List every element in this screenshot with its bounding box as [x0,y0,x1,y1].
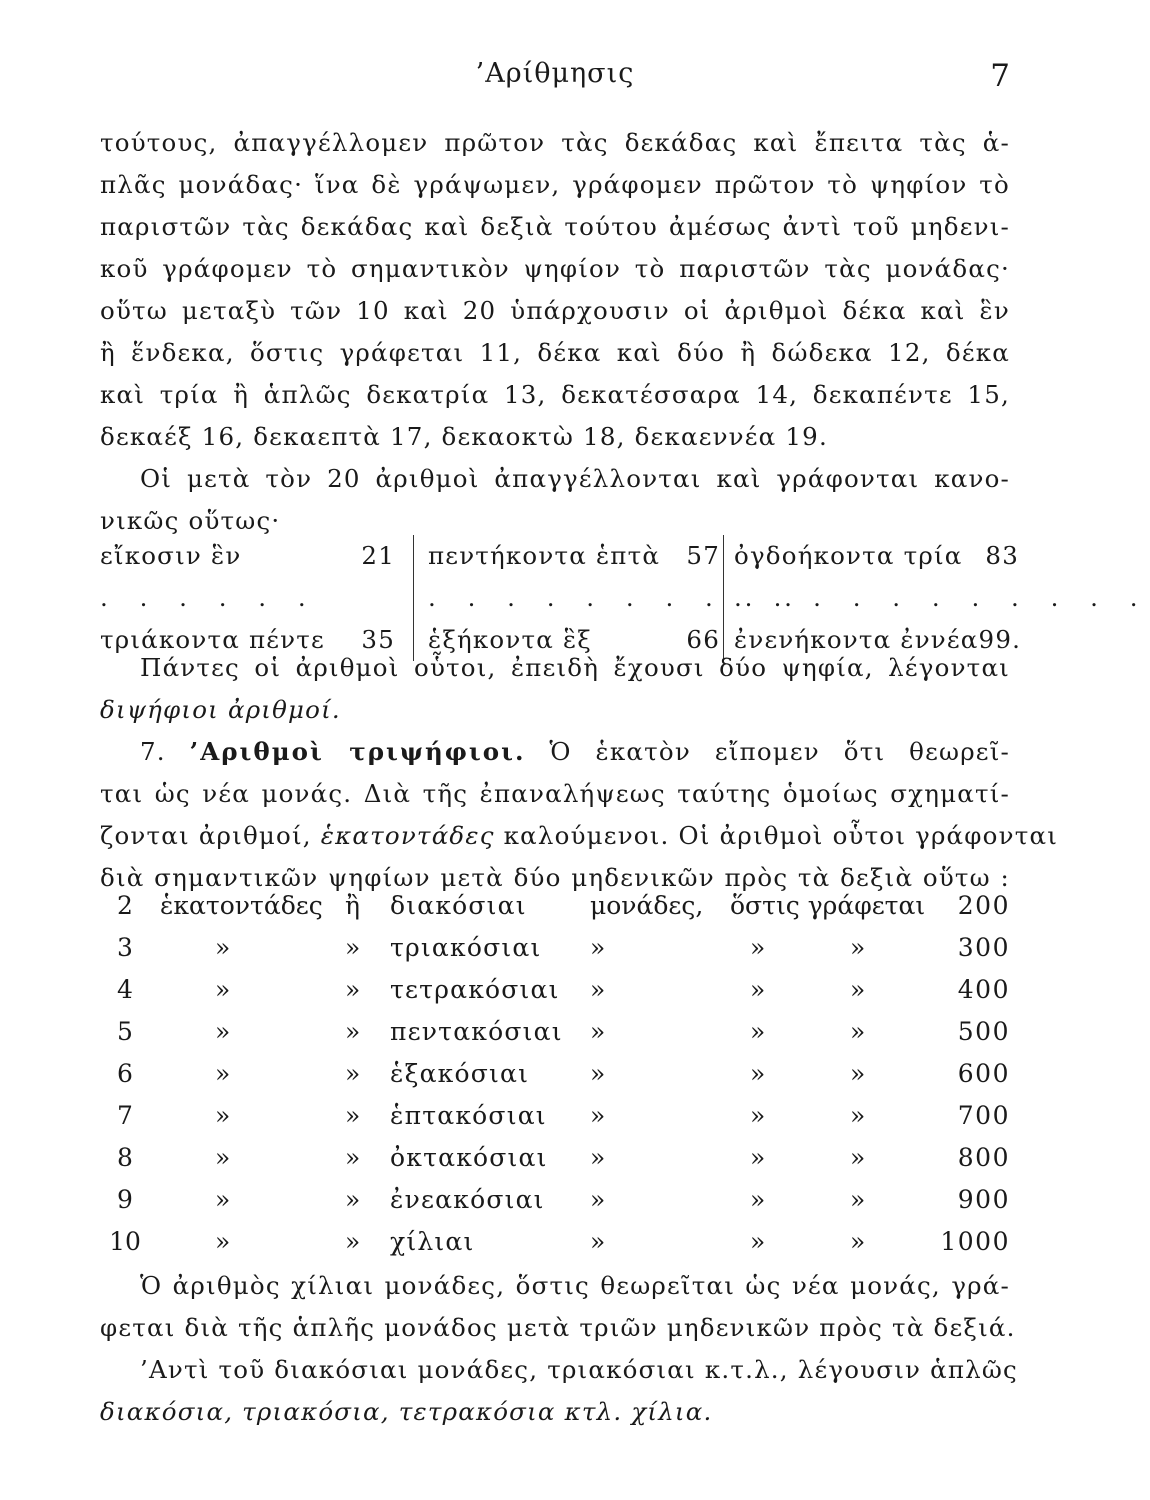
unit-word: ἑκατοντάδες [160,891,323,920]
table-row [100,1053,1010,1095]
number-words: εἴκοσιν ἓν [100,541,242,570]
ditto-mark: » [750,933,766,962]
hundreds-name: τετρακόσιαι [390,975,560,1004]
number-digits: 57 [686,541,720,570]
text-line: παριστῶν τὰς δεκάδας καὶ δεξιὰ τούτου ἀμέσως ἀντὶ τοῦ μηδενι- [100,212,1010,241]
ditto-mark: » [750,1227,766,1256]
ditto-mark: » [345,1143,361,1172]
number-words: τριάκοντα πέντε [100,625,325,654]
row-number: 9 [117,1185,133,1214]
example-row [734,535,1019,577]
ditto-mark: » [345,975,361,1004]
ditto-mark: » [215,1227,231,1256]
row-value: 1000 [940,1227,1010,1256]
row-number: 10 [109,1227,141,1256]
text-line: διὰ σημαντικῶν ψηφίων μετὰ δύο μηδενικῶν πρὸς τὰ δεξιὰ οὕτω : [100,863,1010,892]
row-value: 200 [957,891,1010,920]
row-number: 2 [117,891,133,920]
ditto-mark: » [850,1185,866,1214]
tens-column-1 [100,535,395,661]
ditto-mark: » [215,1017,231,1046]
hundreds-name: ἑπτακόσιαι [390,1101,547,1130]
example-row [428,535,720,577]
text-line: οὕτω μεταξὺ τῶν 10 καὶ 20 ὑπάρχουσιν οἱ ἀριθμοὶ δέκα καὶ ἓν [100,296,1010,325]
section-number: 7. [140,737,166,766]
ditto-mark: » [850,1059,866,1088]
ditto-mark: » [750,1017,766,1046]
number-words: ὀγδοήκοντα τρία [734,541,963,570]
table-row [100,885,1010,927]
ditto-mark: » [215,975,231,1004]
text-line: ζονται ἀριθμοί, ἑκατοντάδες καλούμενοι. Οἱ ἀριθμοὶ οὗτοι γράφονται [100,821,1059,850]
section-first-line-rest: Ὁ ἑκατὸν εἴπομεν ὅτι θεωρεῖ- [549,737,1010,766]
number-digits: 99. [978,625,1022,654]
hundreds-name: διακόσιαι [390,891,527,920]
ditto-mark: » [850,1227,866,1256]
number-words: πεντήκοντα ἑπτὰ [428,541,661,570]
table-row [100,1179,1010,1221]
text-line: διακόσια, τριακόσια, τετρακόσια κτλ. χίλια. [100,1397,713,1426]
text-line: Πάντες οἱ ἀριθμοὶ οὗτοι, ἐπειδὴ ἔχουσι δύο ψηφία, λέγονται [140,653,1010,682]
ellipsis: . . . . . . [100,583,318,612]
ditto-mark: » [590,1185,606,1214]
text-line: δεκαέξ 16, δεκαεπτὰ 17, δεκαοκτὼ 18, δεκαεννέα 19. [100,422,828,451]
number-words: ἑξήκοντα ἓξ [428,625,593,654]
ditto-mark: » [215,1059,231,1088]
units-word: μονάδες, [590,891,704,920]
row-number: 7 [117,1101,133,1130]
row-value: 900 [957,1185,1010,1214]
text-line: Οἱ μετὰ τὸν 20 ἀριθμοὶ ἀπαγγέλλονται καὶ γράφονται κανο- [140,464,1010,493]
text-line: κοῦ γράφομεν τὸ σημαντικὸν ψηφίον τὸ παριστῶν τὰς μονάδας· [100,254,1010,283]
paragraph-3 [100,647,1059,899]
table-row [100,1137,1010,1179]
row-value: 400 [957,975,1010,1004]
table-row [100,927,1010,969]
ditto-mark: » [850,933,866,962]
ditto-mark: » [215,1143,231,1172]
keyword-italic: ἑκατοντάδες [320,821,495,850]
row-number: 6 [117,1059,133,1088]
ditto-mark: » [345,1227,361,1256]
ditto-mark: » [590,1059,606,1088]
ditto-mark: » [850,1101,866,1130]
hundreds-name: ἐνεακόσιαι [390,1185,545,1214]
page-header [100,58,1010,98]
written-as-phrase: ὅστις γράφεται [730,891,926,920]
row-value: 600 [957,1059,1010,1088]
ditto-mark: » [850,1017,866,1046]
ditto-mark: » [750,1143,766,1172]
ditto-mark: » [345,1059,361,1088]
ditto-mark: » [590,1227,606,1256]
ditto-mark: » [750,1059,766,1088]
ditto-mark: » [590,933,606,962]
text-line: Ὁ ἀριθμὸς χίλιαι μονάδες, ὅστις θεωρεῖται ὡς νέα μονάς, γρά- [140,1271,1010,1300]
text-line: τούτους, ἀπαγγέλλομεν πρῶτον τὰς δεκάδας καὶ ἔπειτα τὰς ἁ- [100,128,1010,157]
text-line: διψήφιοι ἀριθμοί. [100,695,341,724]
ditto-mark: » [750,1101,766,1130]
hundreds-name: τριακόσιαι [390,933,542,962]
ditto-mark: » [345,1101,361,1130]
hundreds-name: πεντακόσιαι [390,1017,563,1046]
text-line: ’Αντὶ τοῦ διακόσιαι μονάδες, τριακόσιαι κ.τ.λ., λέγουσιν ἁπλῶς [140,1355,1018,1384]
table-row [100,1095,1010,1137]
running-title: ’Αρίθμησις [475,58,635,89]
row-value: 800 [957,1143,1010,1172]
ditto-mark: » [345,933,361,962]
row-value: 700 [957,1101,1010,1130]
number-digits: 83 [985,541,1019,570]
ellipsis-row [428,577,804,619]
ditto-mark: » [215,933,231,962]
text-line: ἢ ἕνδεκα, ὅστις γράφεται 11, δέκα καὶ δύο ἢ δώδεκα 12, δέκα [100,338,1010,367]
number-digits: 21 [361,541,395,570]
hundreds-name: χίλιαι [390,1227,475,1256]
ditto-mark: » [345,1185,361,1214]
row-number: 5 [117,1017,133,1046]
tens-column-2 [413,535,804,661]
ellipsis: . . . . . . . . . . [428,583,804,612]
text-line: ται ὡς νέα μονάς. Διὰ τῆς ἐπαναλήψεως ταύτης ὁμοίως σχηματί- [100,779,1010,808]
ditto-mark: » [345,1017,361,1046]
ditto-mark: » [590,975,606,1004]
hundreds-name: ὀκτακόσιαι [390,1143,548,1172]
row-number: 8 [117,1143,133,1172]
row-value: 500 [957,1017,1010,1046]
ditto-mark: » [850,975,866,1004]
text-line: φεται διὰ τῆς ἁπλῆς μονάδος μετὰ τριῶν μηδενικῶν πρὸς τὰ δεξιά. [100,1313,1016,1342]
tens-column-3 [723,535,1150,661]
row-number: 4 [117,975,133,1004]
ditto-mark: » [590,1101,606,1130]
text-line: καὶ τρία ἢ ἁπλῶς δεκατρία 13, δεκατέσσαρα 14, δεκαπέντε 15, [100,380,1010,409]
row-number: 3 [117,933,133,962]
hundreds-name: ἑξακόσιαι [390,1059,530,1088]
ellipsis-row [734,577,1150,619]
ditto-mark: » [215,1101,231,1130]
section-7-first-line [100,731,1010,773]
or-word: ἢ [345,891,360,920]
ditto-mark: » [750,1185,766,1214]
section-heading: ’Αριθμοὶ τριψήφιοι. [189,737,526,766]
row-value: 300 [957,933,1010,962]
ditto-mark: » [215,1185,231,1214]
page-number: 7 [990,58,1010,94]
ditto-mark: » [590,1143,606,1172]
ditto-mark: » [850,1143,866,1172]
ellipsis: . . . . . . . . . . . [734,583,1150,612]
text-line: πλᾶς μονάδας· ἵνα δὲ γράψωμεν, γράφομεν πρῶτον τὸ ψηφίον τὸ [100,170,1010,199]
table-row [100,969,1010,1011]
table-row [100,1221,1010,1263]
paragraph-1 [100,122,1010,542]
ditto-mark: » [750,975,766,1004]
text-line: νικῶς οὕτως· [100,506,281,535]
table-row [100,1011,1010,1053]
ellipsis-row [100,577,395,619]
ditto-mark: » [590,1017,606,1046]
number-words: ἐνενήκοντα ἐννέα [734,625,979,654]
paragraph-4 [100,1265,1018,1433]
number-digits: 35 [361,625,395,654]
example-row [100,535,395,577]
number-digits: 66 [686,625,720,654]
